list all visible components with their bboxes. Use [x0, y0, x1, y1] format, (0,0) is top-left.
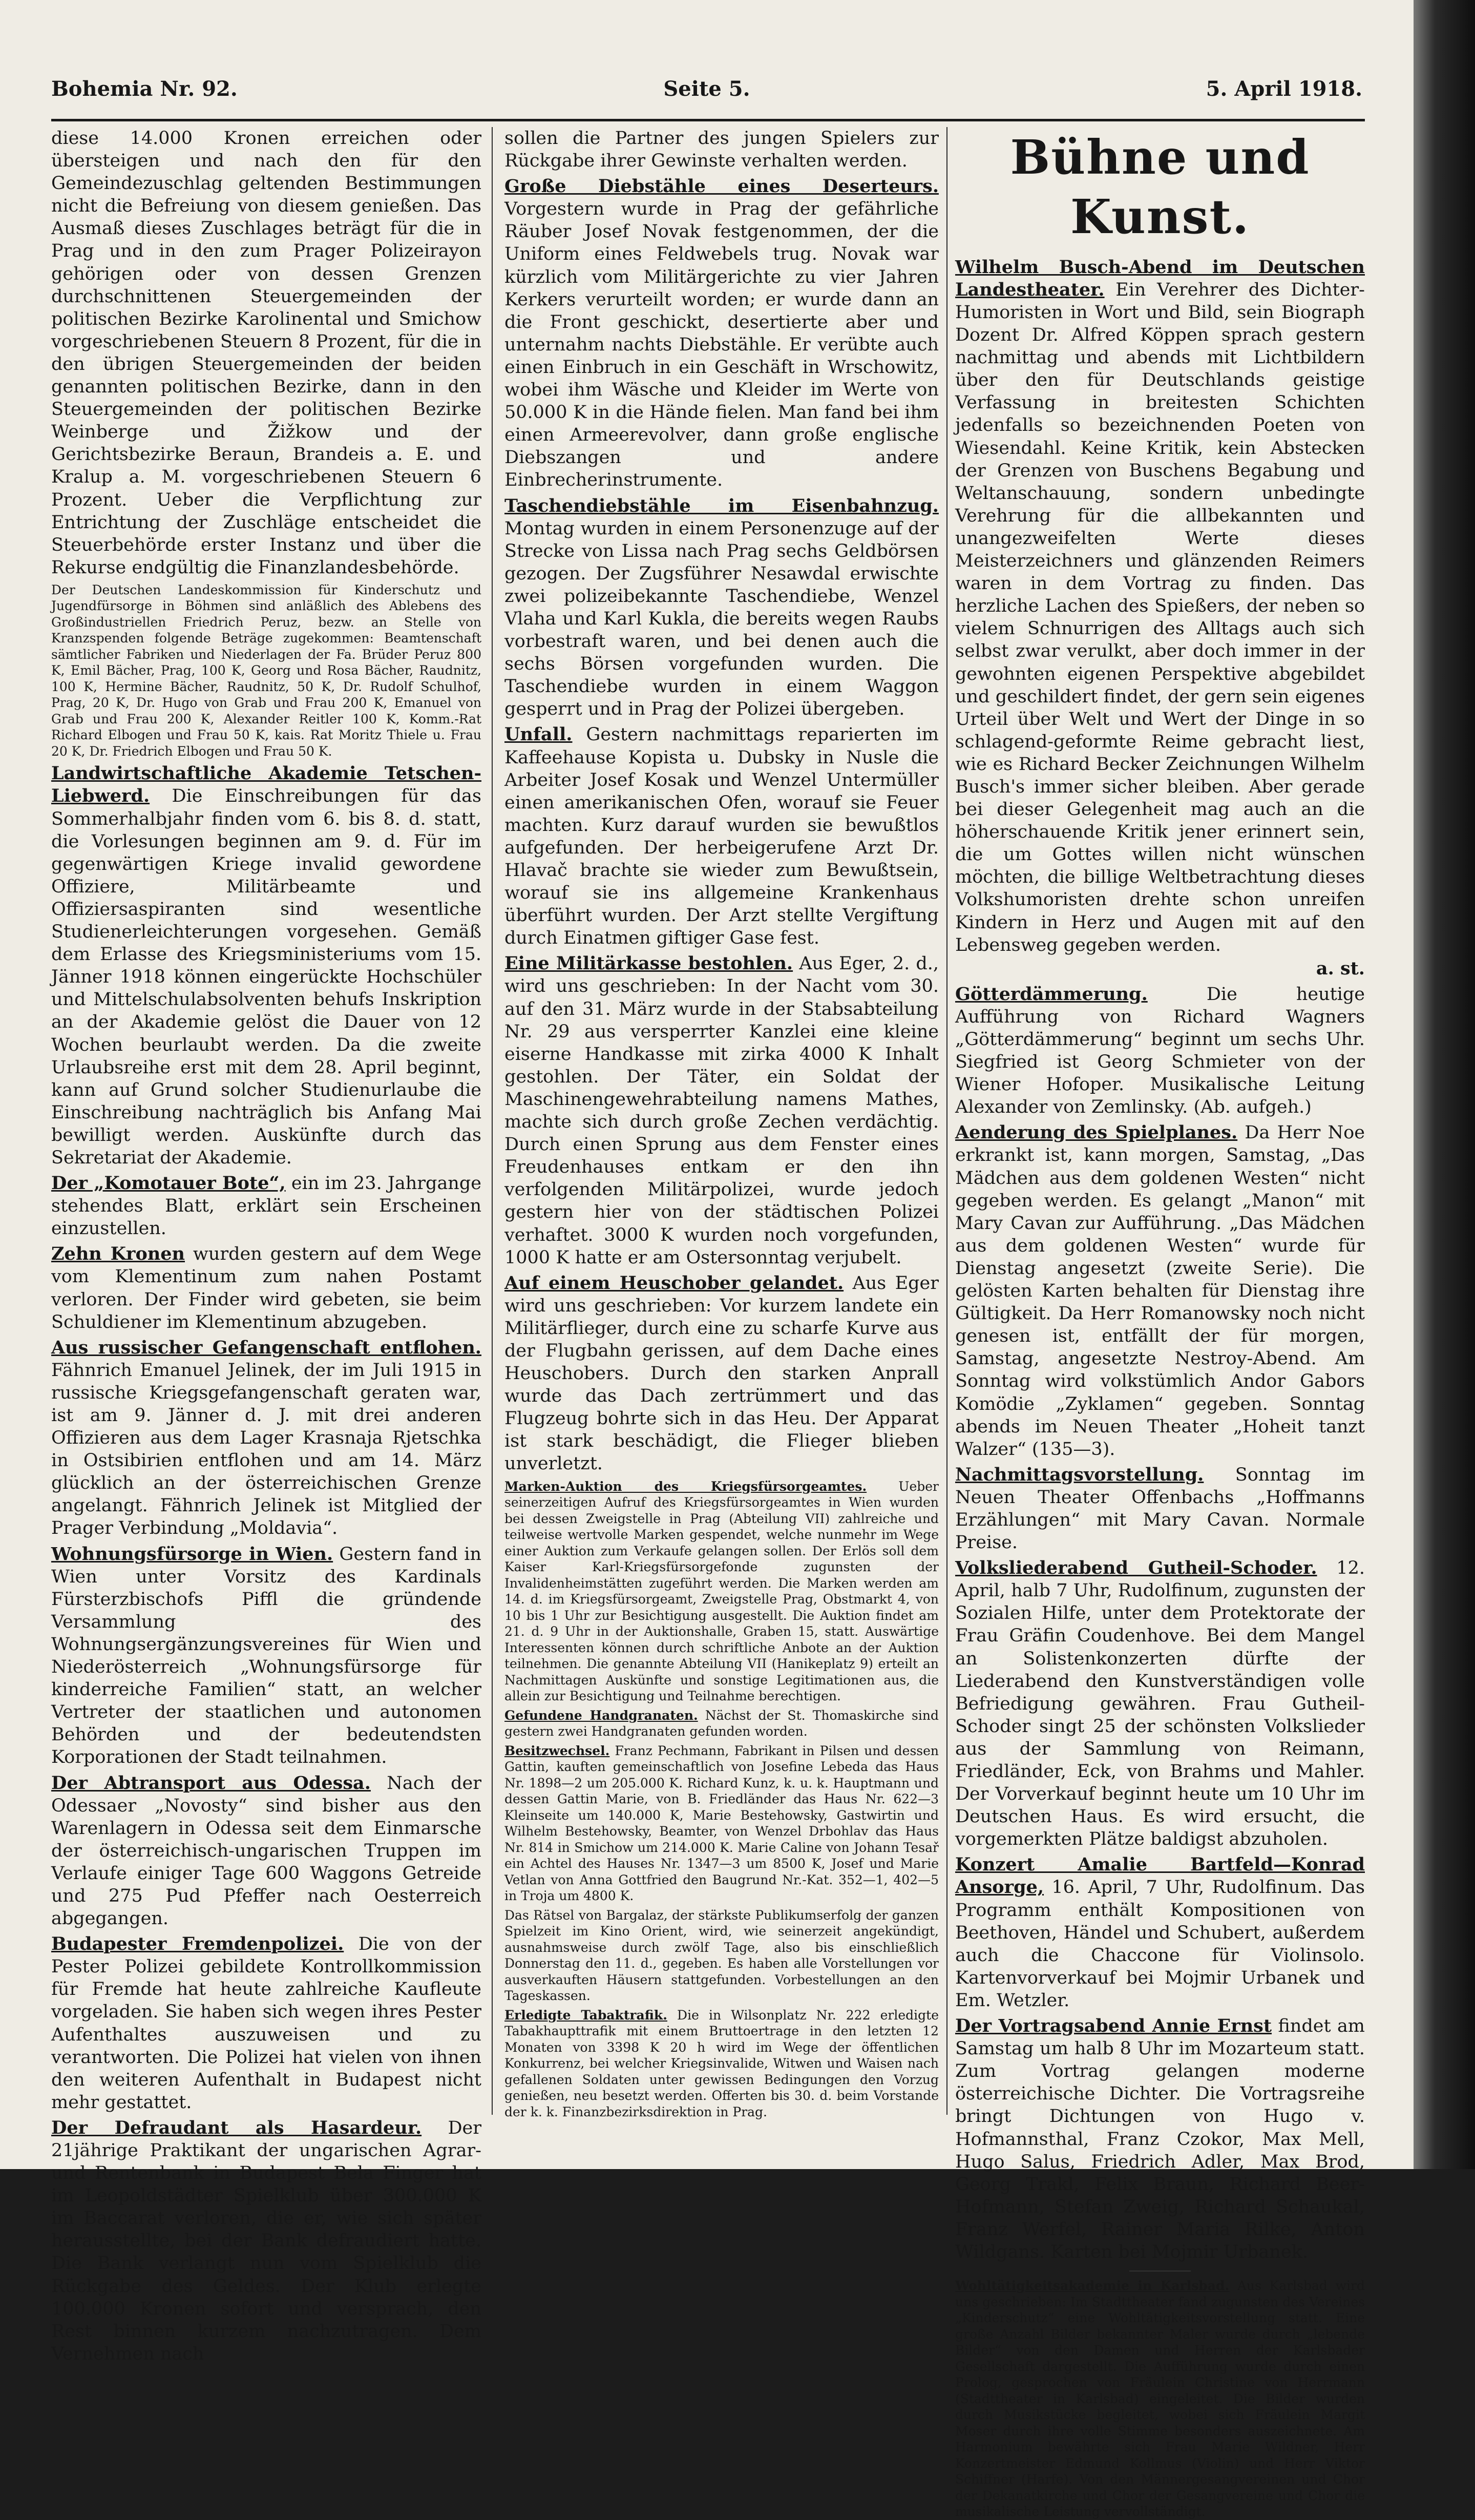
article-headline: Aenderung des Spielplanes. [955, 1122, 1238, 1143]
article-body: Die von der Pester Polizei gebildete Kontrollkommission für Fremde hat heute zahlreiche Kaufleute vorgeladen. Sie haben sich wegen ihres Pester Aufenthaltes auszuweisen und zu verantworten. Die Polizei hat vielen von ihnen den weiteren Aufenthalt in Budapest nicht mehr gestattet. [51, 1934, 481, 2113]
article [504, 952, 939, 1268]
article-headline: Landwirtschaftliche Akademie Tetschen-Liebwerd. [51, 763, 481, 807]
article-body: Aus Eger wird uns geschrieben: Vor kurzem landete ein Militärflieger, durch eine zu scharfe Kurve aus der Flugbahn gerissen, auf dem Dache eines Heuschobers. Durch den starken Anprall wurde das Dach zertrümmert und das Flugzeug bohrte sich in das Heu. Der Apparat ist stark beschädigt, die Flieger blieben unverletzt. [504, 1273, 939, 1474]
article-body: Der 21jährige Praktikant der ungarischen Agrar- und Rentenbank in Budapest Bela Finger hat im Leopoldstädter Spielklub über 300.000 K im Baccarat verloren, die er, wie sich später herausstellte, bei der Bank defraudiert hatte. Die Bank verlangt nun vom Spielklub die Rückgabe des Geldes. Der Klub erlegte 100.000 Kronen sofort und versprach, den Rest binnen kurzem nachzutragen. Dem Vernehmen nach [51, 2117, 481, 2364]
article-headline: Der Abtransport aus Odessa. [51, 1772, 371, 1794]
article-headline: Nachmittagsvorstellung. [955, 1464, 1204, 1485]
article-headline: Götterdämmerung. [955, 983, 1148, 1005]
article-headline: Budapester Fremdenpolizei. [51, 1933, 344, 1955]
article-body: Ein Verehrer des Dichter-Humoristen in Wort und Bild, sein Biograph Dozent Dr. Alfred Köppen sprach gestern nachmittag und abends mit Lichtbildern über den für Deutschlands geistige Verfassung in breitesten Schichten jedenfalls so bezeichnenden Poeten von Wiesendahl. Keine Kritik, kein Abstecken der Grenzen von Buschens Begabung und Weltanschauung, sondern unbedingte Verehrung für die allbekannten und unangezweifelten Werte dieses Meisterzeichners und glänzenden Reimers waren in dem Vortrag zu finden. Das herzliche Lachen des Spießers, der neben so vielem Schnurrigen des Alltags auch sich selbst zwar verulkt, aber doch immer in der gewohnten eigenen Perspektive abgebildet und geschildert findet, der gern sein eigenes Urteil über Welt und Wert der Dinge in so schlagend-geformte Reime gebracht liest, wie es Richard Becker Zeichnungen Wilhelm Busch's immer sicher bleiben. Aber gerade bei dieser Gelegenheit mag auch an die höherschauende Kritik jener erinnert sein, die um Gottes willen nicht wünschen möchten, die billige Weltbetrachtung dieses Volkshumoristen drehte schon unreifen Kindern in Herz und Augen mit auf den Lebensweg gegeben werden. [955, 279, 1365, 955]
article [504, 2007, 939, 2120]
article [955, 256, 1365, 956]
article [504, 495, 939, 721]
article-body: Die Einschreibungen für das Sommerhalbjahr finden vom 6. bis 8. d. statt, die Vorlesungen beginnen am 9. d. Für im gegenwärtigen Kriege invalid gewordene Offiziere, Militärbeamte und Offiziersaspiranten sind wesentliche Studienerleichterungen vorgesehen. Gemäß dem Erlasse des Kriegsministeriums vom 15. Jänner 1918 können eingerückte Hochschüler und Mittelschulabsolventen behufs Inskription an der Akademie gelöst die Dauer von 12 Wochen beurlaubt werden. Da die zweite Urlaubsreihe erst mit dem 28. April beginnt, kann auf Grund solcher Studienurlaube die Einschreibung nachträglich bis Anfang Mai bewilligt werden. Auskünfte durch das Sekretariat der Akademie. [51, 786, 481, 1168]
article-headline: Aus russischer Gefangenschaft entflohen. [51, 1337, 481, 1358]
article-headline: Der „Komotauer Bote“, [51, 1173, 286, 1194]
article [51, 1243, 481, 1333]
article-headline: Konzert Amalie Bartfeld—Konrad Ansorge, [955, 1854, 1365, 1898]
article-headline: Auf einem Heuschober gelandet. [504, 1272, 844, 1294]
article [51, 1772, 481, 1930]
article-body: sollen die Partner des jungen Spielers zur Rückgabe ihrer Gewinste verhalten werden. [504, 128, 939, 172]
article-headline: Wilhelm Busch-Abend im Deutschen Landestheater. [955, 256, 1365, 300]
page-header [51, 72, 1362, 108]
article-body: Nach der Odessaer „Novosty“ sind bisher aus den Warenlagern in Odessa seit dem Einmarsche der österreichisch-ungarischen Truppen im Verlaufe einiger Tage 600 Waggons Getreide und 275 Pud Pfeffer nach Oesterreich abgegangen. [51, 1773, 482, 1929]
article [955, 2015, 1365, 2263]
article [51, 1933, 481, 2114]
article-headline: Der Defraudant als Hasardeur. [51, 2117, 422, 2138]
article-headline: Wohltätigkeitsakademie in Karlsbad. [955, 2278, 1230, 2294]
article [51, 1172, 481, 1240]
article [51, 762, 481, 1169]
article-body: 16. April, 7 Uhr, Rudolfinum. Das Programm enthält Kompositionen von Beethoven, Händel und Schubert, außerdem auch die Chaccone für Violinsolo. Kartenvorverkauf bei Mojmir Urbanek und Em. Wetzler. [955, 1877, 1365, 2011]
article [955, 1464, 1365, 1554]
article [504, 1478, 939, 1704]
article [504, 1272, 939, 1475]
article-headline: Zehn Kronen [51, 1243, 185, 1265]
author-signature: a. st. [1316, 957, 1365, 979]
article-body: 12. April, halb 7 Uhr, Rudolfinum, zugunsten der Sozialen Hilfe, unter dem Protektorate der Frau Gräfin Coudenhove. Bei dem Mangel an Solistenkonzerten dürfte der Liederabend den Kunstverständigen volle Befriedigung gewähren. Frau Gutheil-Schoder singt 25 der schönsten Volkslieder aus der Sammlung von Reimann, Friedländer, Eck, von Brahms und Mahler. Der Vorverkauf beginnt heute um 10 Uhr im Deutschen Haus. Es wird ersucht, die vorgemerkten Plätze baldigst abzuholen. [955, 1558, 1365, 1850]
article-body: Aus Karlsbad wird uns geschrieben: Im Stadttheater fand zugunsten des Vereines „Kinderschutz“ eine Wohltätigkeitsvorstellung statt. Eine große Anzahl Bilder bekannter Maler wurde durch „lebende Bilder“ von den Damen und Herren der Karlsbader Gesellschaft dargestellt. Die Aufführung wurde durch einen Prolog, gesprochen von Fräulein Christine von Herrmann (Stadttheater in Karlsbad) eingeleitet. Die Bilder wurden durch Musikstücke begleitet, wobei sich Fräulein Margit Moser durch ihre volle Stimme besonders auszeichnete. Am Harmonium bewährte sich Frau Marie Wildner, Herr Konzertmeister Edmund Kollmus (Violin) und Herr Viktor Schiffner (Harfe). Von den Männergesangvereinen und Chor der Dekanatkirche und Chor der Gesangvereine und Chor die musikalische Leistung vervollständigt. [955, 2278, 1365, 2519]
scan-edge [1414, 0, 1475, 2169]
article-headline: Eine Militärkasse bestohlen. [504, 953, 793, 974]
article [504, 1743, 939, 1904]
article-body: Vorgestern wurde in Prag der gefährliche Räuber Josef Novak festgenommen, der die Uniform eines Feldwebels trug. Novak war kürzlich vom Militärgerichte zu vier Jahren Kerkers verurteilt worden; er wurde dann an die Front geschickt, desertierte aber und unternahm nachts Diebstähle. Er verübte auch einen Einbruch in ein Geschäft in Wrschowitz, wobei ihm Wäsche und Kleider im Werte von 50.000 K in die Hände fielen. Man fand bei ihm einen Armeerevolver, dann große englische Diebszangen und andere Einbrecherinstrumente. [504, 199, 939, 491]
article-body: Franz Pechmann, Fabrikant in Pilsen und dessen Gattin, kauften gemeinschaftlich von Josefine Lebeda das Haus Nr. 1898—2 um 205.000 K. Richard Kunz, k. u. k. Hauptmann und dessen Gattin Marie, von B. Friedländer das Haus Nr. 622—3 Kleinseite um 140.000 K, Marie Bestehowsky, Gastwirtin und Wilhelm Bestehowsky, Beamter, von Wenzel Drbohlav das Haus Nr. 814 in Smichow um 214.000 K. Marie Caline von Johann Tesař ein Achtel des Hauses Nr. 1347—3 um 8500 K, Josef und Marie Vetlan von Anna Gottfried den Baugrund Nr.-Kat. 352—1, 402—5 in Troja um 4800 K. [504, 1743, 939, 1904]
article-body: Montag wurden in einem Personenzuge auf der Strecke von Lissa nach Prag sechs Geldbörsen gezogen. Der Zugsführer Nesawdal erwischte zwei polizeibekannte Taschendiebe, Wenzel Vlaha und Karl Kukla, die bereits wegen Raubs vorbestraft waren, und bei denen auch die sechs Börsen vorgefunden wurden. Die Taschendiebe wurden in einem Waggon gesperrt und in Prag der Polizei übergeben. [504, 518, 939, 720]
article-body: findet am Samstag um halb 8 Uhr im Mozarteum statt. Zum Vortrag gelangen moderne österreichische Dichter. Die Vortragsreihe bringt Dichtungen von Hugo v. Hofmannsthal, Franz Czokor, Max Mell, Hugo Salus, Friedrich Adler, Max Brod, Georg Trakl, Felix Braun, Richard Beer-Hofmann, Stefan Zweig, Richard Schaukal, Franz Werfel, Rainer Maria Rilke, Anton Wildgans. Karten bei Mojmir Urbanek. [955, 2016, 1365, 2262]
article-body: Da Herr Noe erkrankt ist, kann morgen, Samstag, „Das Mädchen aus dem goldenen Westen“ nicht gegeben werden. Es gelangt „Manon“ mit Mary Cavan zur Aufführung. „Das Mädchen aus dem goldenen Westen“ wurde für Dienstag angesetzt (zweite Serie). Die gelösten Karten behalten für Dienstag ihre Gültigkeit. Da Herr Romanowsky noch nicht genesen ist, entfällt der für morgen, Samstag, angesetzte Nestroy-Abend. Am Sonntag wird volkstümlich Andor Gabors Komödie „Zyklamen“ gegeben. Sonntag abends im Neuen Theater „Hoheit tanzt Walzer“ (135—3). [955, 1122, 1365, 1460]
small-notice: Der Deutschen Landeskommission für Kinderschutz und Jugendfürsorge in Böhmen sind anläßlich des Ablebens des Großindustriellen Friedrich Peruz, bezw. an Stelle von Kranzspenden folgende Beträge zugekommen: Beamtenschaft sämtlicher Fabriken und Niederlagen der Fa. Brüder Peruz 800 K, Emil Bächer, Prag, 100 K, Georg und Rosa Bächer, Raudnitz, 100 K, Hermine Bächer, Raudnitz, 50 K, Dr. Rudolf Schulhof, Prag, 20 K, Dr. Hugo von Grab und Frau 200 K, Emanuel von Grab und Frau 200 K, Alexander Reitler 100 K, Komm.-Rat Richard Elbogen und Frau 50 K, kais. Rat Moritz Thiele u. Frau 20 K, Dr. Friedrich Elbogen und Frau 50 K. [51, 582, 481, 759]
article [51, 2117, 481, 2365]
article [955, 983, 1365, 1119]
article-body: Nächst der St. Thomaskirche sind gestern zwei Handgranaten gefunden worden. [504, 1707, 939, 1739]
article [955, 1557, 1365, 1850]
article [504, 127, 939, 172]
article-text: diese 14.000 Kronen erreichen oder übersteigen und nach den für den Gemeindezuschlag geltenden Bestimmungen nicht die Befreiung von diesem genießen. Das Ausmaß dieses Zuschlages beträgt für die in Prag und in den zum Prager Polizeirayon gehörigen oder von dessen Grenzen durchschnittenen Steuergemeinden der politischen Bezirke Karolinental und Smichow vorgeschriebenen Steuern 8 Prozent, für die in den übrigen Steuergemeinden der beiden genannten politischen Bezirke, dann in den Steuergemeinden der politischen Bezirke Weinberge und Žižkow und der Gerichtsbezirke Beraun, Brandeis a. E. und Kralup a. M. vorgeschriebenen Steuern 6 Prozent. Ueber die Verpflichtung zur Entrichtung der Zuschläge entscheidet die Steuerbehörde erster Instanz und über die Rekurse endgültig die Finanzlandesbehörde. [51, 128, 481, 578]
article [504, 1907, 939, 2004]
article-headline: Gefundene Handgranaten. [504, 1707, 698, 1723]
column-3 [955, 127, 1365, 2519]
article-body: Ueber seinerzeitigen Aufruf des Kriegsfürsorgeamtes in Wien wurden bei dessen Zweigstelle in Prag (Abteilung VII) zahlreiche und teilweise wertvolle Marken gespendet, welche nunmehr im Wege einer Auktion zum Verkaufe gelangen sollen. Der Erlös soll dem Kaiser Karl-Kriegsfürsorgefonde zugunsten der Invalidenheimstätten zugeführt werden. Die Marken werden am 14. d. im Kriegsfürsorgeamt, Zweigstelle Prag, Obstmarkt 4, von 10 bis 1 Uhr zur Besichtigung ausgestellt. Die Auktion findet am 21. d. 9 Uhr in der Auktionshalle, Graben 15, statt. Auswärtige Interessenten können durch schriftliche Anbote an der Auktion teilnehmen. Die genannte Abteilung VII (Hanikeplatz 9) erteilt an Nachmittagen Auskünfte und sonstige Legitimationen aus, die allein zur Besichtigung und Teilnahme berechtigen. [504, 1478, 939, 1704]
article-body: ein im 23. Jahrgange stehendes Blatt, erklärt sein Erscheinen einzustellen. [51, 1173, 481, 1239]
article-headline: Große Diebstähle eines Deserteurs. [504, 176, 939, 197]
article-body: Die heutige Aufführung von Richard Wagners „Götterdämmerung“ beginnt um sechs Uhr. Siegfried ist Georg Schmieter von der Wiener Hofoper. Musikalische Leitung Alexander von Zemlinsky. (Ab. aufgeh.) [955, 984, 1365, 1118]
issue-date: 5. April 1918. [1206, 77, 1362, 101]
article-body: Gestern fand in Wien unter Vorsitz des Kardinals Fürsterzbischofs Piffl die gründende Versammlung des Wohnungsergänzungsvereines für Wien und Niederösterreich „Wohnungsfürsorge für kinderreiche Familien“ statt, an welcher Vertreter der staatlichen und autonomen Behörden und der bedeutendsten Korporationen der Stadt teilnahmen. [51, 1544, 482, 1768]
article [504, 175, 939, 491]
article-body: Aus Eger, 2. d., wird uns geschrieben: In der Nacht vom 30. auf den 31. März wurde in der Stabsabteilung Nr. 29 aus versperrter Kanzlei eine kleine eiserne Handkasse mit zirka 4000 K Inhalt gestohlen. Der Täter, ein Soldat der Maschinengewehrabteilung namens Mathes, machte sich durch große Zechen verdächtig. Durch einen Sprung aus dem Fenster eines Freudenhauses entkam er den ihn verfolgenden Militärpolizei, wurde jedoch gestern hier von der städtischen Polizei verhaftet. 3000 K wurden noch vorgefunden, 1000 K hatte er am Ostersonntag verjubelt. [504, 953, 939, 1268]
column-divider [946, 127, 947, 2115]
article [955, 1121, 1365, 1460]
issue-number: Bohemia Nr. 92. [51, 77, 238, 101]
article-body: Das Rätsel von Bargalaz, der stärkste Publikumserfolg der ganzen Spielzeit im Kino Orient, wird, wie seinerzeit angekündigt, ausnahmsweise durch zwölf Tage, also bis einschließlich Donnerstag den 11. d., gegeben. Es haben alle Vorstellungen vor ausverkauften Häusern stattgefunden. Vorbestellungen an den Tageskassen. [504, 1907, 939, 2004]
section-title: Bühne und Kunst. [1010, 130, 1310, 244]
article-headline: Volksliederabend Gutheil-Schoder. [955, 1557, 1317, 1579]
article-body: Gestern nachmittags reparierten im Kaffeehause Kopista u. Dubsky in Nusle die Arbeiter Josef Kosak und Wenzel Untermüller einen amerikanischen Ofen, worauf sie Feuer machten. Kurz darauf wurden sie bewußtlos aufgefunden. Der herbeigerufene Arzt Dr. Hlavač brachte sie wieder zum Bewußtsein, worauf sie ins allgemeine Krankenhaus überführt wurden. Der Arzt stellte Vergiftung durch Einatmen giftiger Gase fest. [504, 724, 939, 949]
article [955, 1853, 1365, 2012]
article-body: Sonntag im Neuen Theater Offenbachs „Hoffmanns Erzählungen“ mit Mary Cavan. Normale Preise. [955, 1464, 1365, 1553]
article-headline: Wohnungsfürsorge in Wien. [51, 1543, 333, 1565]
article [504, 723, 939, 949]
article-body: wurden gestern auf dem Wege vom Klementinum zum nahen Postamt verloren. Der Finder wird gebeten, sie beim Schuldiener im Klementinum abzugeben. [51, 1244, 481, 1332]
article-headline: Erledigte Tabaktrafik. [504, 2007, 667, 2023]
header-rule [51, 119, 1365, 121]
column-2 [504, 127, 939, 2119]
article [504, 1707, 939, 1740]
article [51, 1337, 481, 1540]
article-headline: Besitzwechsel. [504, 1743, 610, 1758]
article [51, 1543, 481, 1769]
column-1 [51, 127, 482, 2364]
page-number: Seite 5. [663, 77, 750, 101]
article-body: Fähnrich Emanuel Jelinek, der im Juli 1915 in russische Kriegsgefangenschaft geraten war, ist am 9. Jänner d. J. mit drei anderen Offizieren aus dem Lager Krasnaja Rjetschka in Ostsibirien entflohen und am 14. März glücklich an der österreichischen Grenze angelangt. Fähnrich Jelinek ist Mitglied der Prager Verbindung „Moldavia“. [51, 1360, 481, 1539]
column-divider [492, 127, 493, 2115]
article-headline: Marken-Auktion des Kriegsfürsorgeamtes. [504, 1478, 867, 1494]
article-headline: Der Vortragsabend Annie Ernst [955, 2015, 1272, 2037]
article-headline: Taschendiebstähle im Eisenbahnzug. [504, 495, 939, 516]
article-headline: Unfall. [504, 724, 573, 745]
small-notice [955, 2278, 1365, 2520]
separator [1129, 2271, 1191, 2272]
article-body: Die in Wilsonplatz Nr. 222 erledigte Tabakhaupttrafik mit einem Bruttoertrage in den letzten 12 Monaten von 3398 K 20 h wird im Wege der öffentlichen Konkurrenz, bei welcher Kriegsinvalide, Witwen und Waisen nach gefallenen Soldaten unter gewissen Bedingungen den Vorzug genießen, neu besetzt werden. Offerten bis 30. d. beim Vorstande der k. k. Finanzbezirksdirektion in Prag. [504, 2007, 939, 2119]
